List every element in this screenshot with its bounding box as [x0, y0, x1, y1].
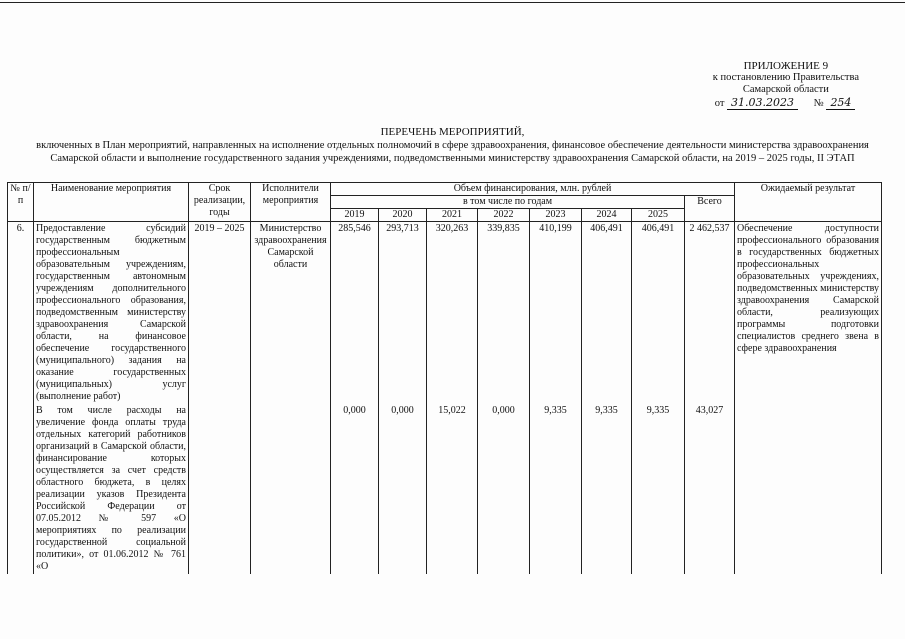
row-value: 9,335 [530, 404, 582, 574]
header-year: 2020 [379, 209, 427, 222]
measures-table [7, 182, 882, 574]
header-year: 2022 [478, 209, 530, 222]
row-name: Предоставление субсидий государственным бюджетным профессиональным образовательным учреждениям, государственным автономным учреждениям дополнительного профессионального образования, подведомственным министерству здравоохранения Самарской области, на финансовое обеспечение государственного (муниципального) задания на оказание государственных (муниципальных) услуг (выполнение работ) [34, 222, 189, 405]
title-line-2: включенных в План мероприятий, направленных на исполнение отдельных полномочий в сфере здравоохранения, финансовое обеспечение деятельности министерства здравоохранения [36, 140, 869, 151]
title-line-1: ПЕРЕЧЕНЬ МЕРОПРИЯТИЙ, [380, 126, 525, 138]
top-border-line [0, 2, 905, 3]
row-total: 2 462,537 [685, 222, 735, 405]
row-value: 410,199 [530, 222, 582, 405]
title-line-3: Самарской области и выполнение государственного задания учреждениями, подведомственными министерству здравоохранения Самарской области, на 2019 – 2025 годы, II ЭТАП [50, 153, 855, 164]
table-row [8, 222, 882, 405]
date-value: 31.03.2023 [727, 96, 798, 110]
row-value: 406,491 [632, 222, 685, 405]
appendix-title: ПРИЛОЖЕНИЕ 9 [743, 60, 829, 72]
number-prefix: № [813, 98, 824, 109]
row-value: 0,000 [478, 404, 530, 574]
document-title [0, 126, 905, 165]
row-value: 15,022 [427, 404, 478, 574]
header-year: 2025 [632, 209, 685, 222]
header-result: Ожидаемый результат [735, 183, 882, 222]
row-value: 0,000 [379, 404, 427, 574]
row-result: Обеспечение доступности профессионального образования в государственных бюджетных профессиональных образовательных учреждениях, подведомственных министерству здравоохранения Самарской области, реализующих программы подготовки специалистов среднего звена в сфере здравоохранения [735, 222, 882, 405]
header-term: Срок реализации, годы [189, 183, 251, 222]
table-row [8, 404, 882, 574]
row-value: 406,491 [582, 222, 632, 405]
date-prefix: от [714, 98, 725, 109]
header-year: 2023 [530, 209, 582, 222]
row-num: 6. [8, 222, 34, 405]
header-name: Наименование мероприятия [34, 183, 189, 222]
row-num [8, 404, 34, 574]
row-executor: Министерство здравоохранения Самарской области [251, 222, 331, 405]
row-term: 2019 – 2025 [189, 222, 251, 405]
row-value: 339,835 [478, 222, 530, 405]
header-year: 2021 [427, 209, 478, 222]
header-num: № п/п [8, 183, 34, 222]
header-total: Всего [685, 196, 735, 222]
row-value: 9,335 [582, 404, 632, 574]
appendix-line-3: Самарской области [742, 84, 829, 95]
row-value: 320,263 [427, 222, 478, 405]
row-term [189, 404, 251, 574]
appendix-block [713, 60, 859, 110]
header-financing: Объем финансирования, млн. рублей [331, 183, 735, 196]
header-year: 2019 [331, 209, 379, 222]
number-value: 254 [826, 96, 855, 110]
row-value: 0,000 [331, 404, 379, 574]
header-by-years: в том числе по годам [331, 196, 685, 209]
appendix-date-line [713, 97, 859, 110]
row-name: В том числе расходы на увеличение фонда оплаты труда отдельных категорий работников организаций в Самарской области, финансирование которых осуществляется за счет средств областного бюджета, в целях реализации указов Президента Российской Федерации от 07.05.2012 № 597 «О мероприятиях по реализации государственной социальной политики», от 01.06.2012 № 761 «О [34, 404, 189, 574]
row-value: 9,335 [632, 404, 685, 574]
row-value: 285,546 [331, 222, 379, 405]
header-year: 2024 [582, 209, 632, 222]
appendix-line-2: к постановлению Правительства [712, 72, 859, 83]
row-result [735, 404, 882, 574]
header-executor: Исполнители мероприятия [251, 183, 331, 222]
row-executor [251, 404, 331, 574]
row-value: 293,713 [379, 222, 427, 405]
row-total: 43,027 [685, 404, 735, 574]
